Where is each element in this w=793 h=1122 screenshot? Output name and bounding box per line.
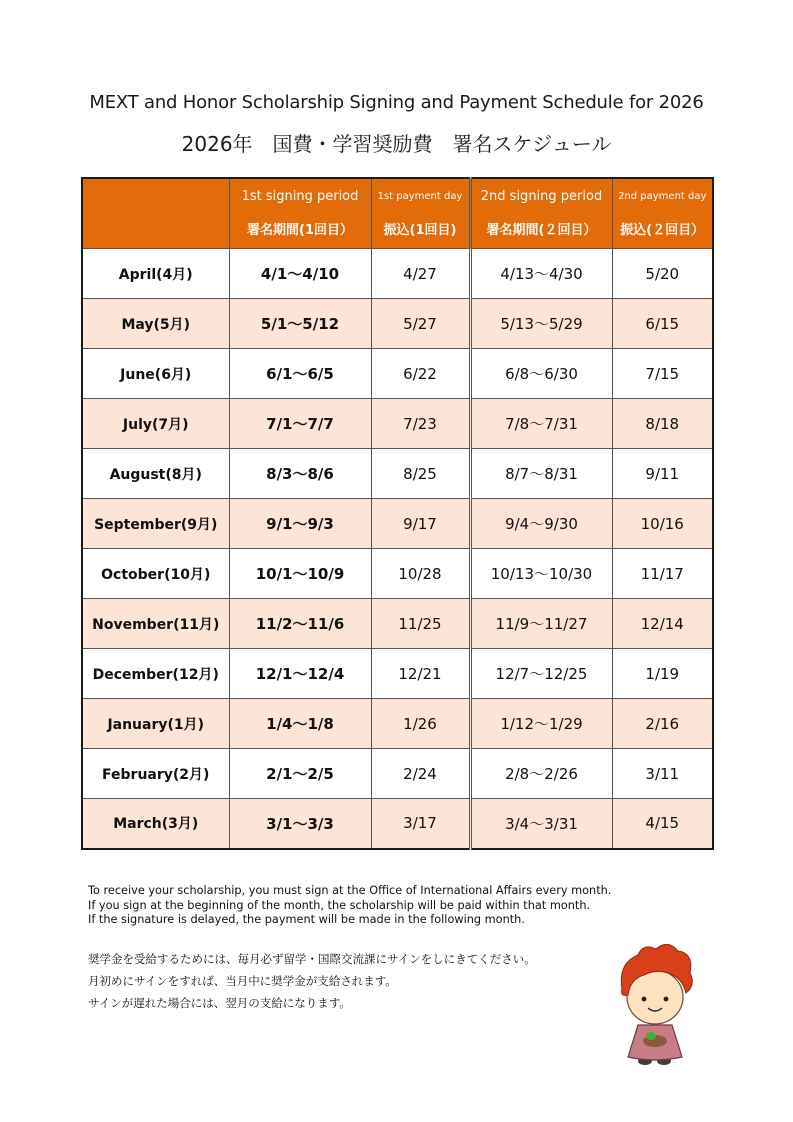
first-payment-cell: 12/21 [371,649,470,699]
month-cell: May(5月) [82,299,229,349]
note-line: 奨学金を受給するためには、毎月必ず留学・国際交流課にサインをしにきてください。 [88,952,536,966]
first-period-cell: 9/1～9/3 [229,499,371,549]
table-row [82,799,713,849]
table-row [82,249,713,299]
header-label-en: 1st payment day [377,191,463,202]
first-period-cell: 12/1～12/4 [229,649,371,699]
month-cell: July(7月) [82,399,229,449]
month-cell: September(9月) [82,499,229,549]
second-period-cell: 11/9～11/27 [470,599,612,649]
table-row [82,549,713,599]
first-payment-cell: 2/24 [371,749,470,799]
note-line: サインが遅れた場合には、翌月の支給になります。 [88,996,351,1010]
second-period-cell: 8/7～8/31 [470,449,612,499]
second-period-cell: 10/13～10/30 [470,549,612,599]
first-payment-cell: 7/23 [371,399,470,449]
note-line: To receive your scholarship, you must sign at the Office of International Affairs every month. [88,884,612,897]
table-row [82,699,713,749]
second-period-cell: 4/13～4/30 [470,249,612,299]
notes-english [88,884,611,928]
month-cell: February(2月) [82,749,229,799]
first-period-cell: 7/1～7/7 [229,399,371,449]
second-period-cell: 1/12～1/29 [470,699,612,749]
first-period-cell: 11/2～11/6 [229,599,371,649]
month-cell: October(10月) [82,549,229,599]
schedule-table [81,177,714,850]
header-cell-first-period [229,178,371,249]
header-cell-first-payment [371,178,470,249]
first-period-cell: 5/1～5/12 [229,299,371,349]
note-line: 月初めにサインをすれば、当月中に奨学金が支給されます。 [88,974,397,988]
header-label-ja: 署名期間(1回目） [247,223,353,238]
second-payment-cell: 3/11 [612,749,713,799]
second-payment-cell: 9/11 [612,449,713,499]
second-payment-cell: 1/19 [612,649,713,699]
header-label-ja: 振込(２回目） [620,223,705,238]
second-payment-cell: 10/16 [612,499,713,549]
table-row [82,349,713,399]
table-row [82,449,713,499]
first-period-cell: 1/4～1/8 [229,699,371,749]
second-period-cell: 12/7～12/25 [470,649,612,699]
table-header-row [82,178,713,249]
month-cell: April(4月) [82,249,229,299]
header-label-ja: 署名期間(２回目） [486,223,597,238]
month-cell: November(11月) [82,599,229,649]
header-cell-month [82,178,229,249]
second-payment-cell: 6/15 [612,299,713,349]
second-payment-cell: 11/17 [612,549,713,599]
second-period-cell: 5/13～5/29 [470,299,612,349]
table-row [82,749,713,799]
month-cell: January(1月) [82,699,229,749]
month-cell: August(8月) [82,449,229,499]
first-payment-cell: 8/25 [371,449,470,499]
second-period-cell: 3/4～3/31 [470,799,612,849]
second-payment-cell: 8/18 [612,399,713,449]
table-row [82,499,713,549]
header-label-en: 1st signing period [241,189,359,204]
first-payment-cell: 11/25 [371,599,470,649]
first-payment-cell: 10/28 [371,549,470,599]
header-label-ja: 振込(1回目) [383,223,457,238]
first-period-cell: 2/1～2/5 [229,749,371,799]
header-label-en: 2nd signing period [480,189,603,204]
notes-japanese [88,948,536,1014]
table-row [82,399,713,449]
month-cell: December(12月) [82,649,229,699]
first-payment-cell: 4/27 [371,249,470,299]
mascot-character-icon [598,933,713,1068]
second-payment-cell: 7/15 [612,349,713,399]
table-row [82,299,713,349]
month-cell: March(3月) [82,799,229,849]
first-period-cell: 6/1～6/5 [229,349,371,399]
note-line: If the signature is delayed, the payment will be made in the following month. [88,913,525,926]
title-japanese: 2026年 国費・学習奨励費 署名スケジュール [181,132,612,156]
note-line: If you sign at the beginning of the month, the scholarship will be paid within that month. [88,898,591,912]
second-period-cell: 9/4～9/30 [470,499,612,549]
second-period-cell: 6/8～6/30 [470,349,612,399]
second-period-cell: 7/8～7/31 [470,399,612,449]
first-period-cell: 8/3～8/6 [229,449,371,499]
second-payment-cell: 5/20 [612,249,713,299]
first-payment-cell: 3/17 [371,799,470,849]
first-payment-cell: 5/27 [371,299,470,349]
header-cell-second-payment [612,178,713,249]
first-payment-cell: 9/17 [371,499,470,549]
month-cell: June(6月) [82,349,229,399]
second-period-cell: 2/8～2/26 [470,749,612,799]
first-period-cell: 3/1～3/3 [229,799,371,849]
header-label-en: 2nd payment day [618,191,707,202]
second-payment-cell: 4/15 [612,799,713,849]
title-english: MEXT and Honor Scholarship Signing and Payment Schedule for 2026 [89,92,704,113]
table-row [82,649,713,699]
second-payment-cell: 12/14 [612,599,713,649]
header-cell-second-period [470,178,612,249]
second-payment-cell: 2/16 [612,699,713,749]
first-period-cell: 4/1～4/10 [229,249,371,299]
table-row [82,599,713,649]
first-payment-cell: 6/22 [371,349,470,399]
first-period-cell: 10/1～10/9 [229,549,371,599]
first-payment-cell: 1/26 [371,699,470,749]
